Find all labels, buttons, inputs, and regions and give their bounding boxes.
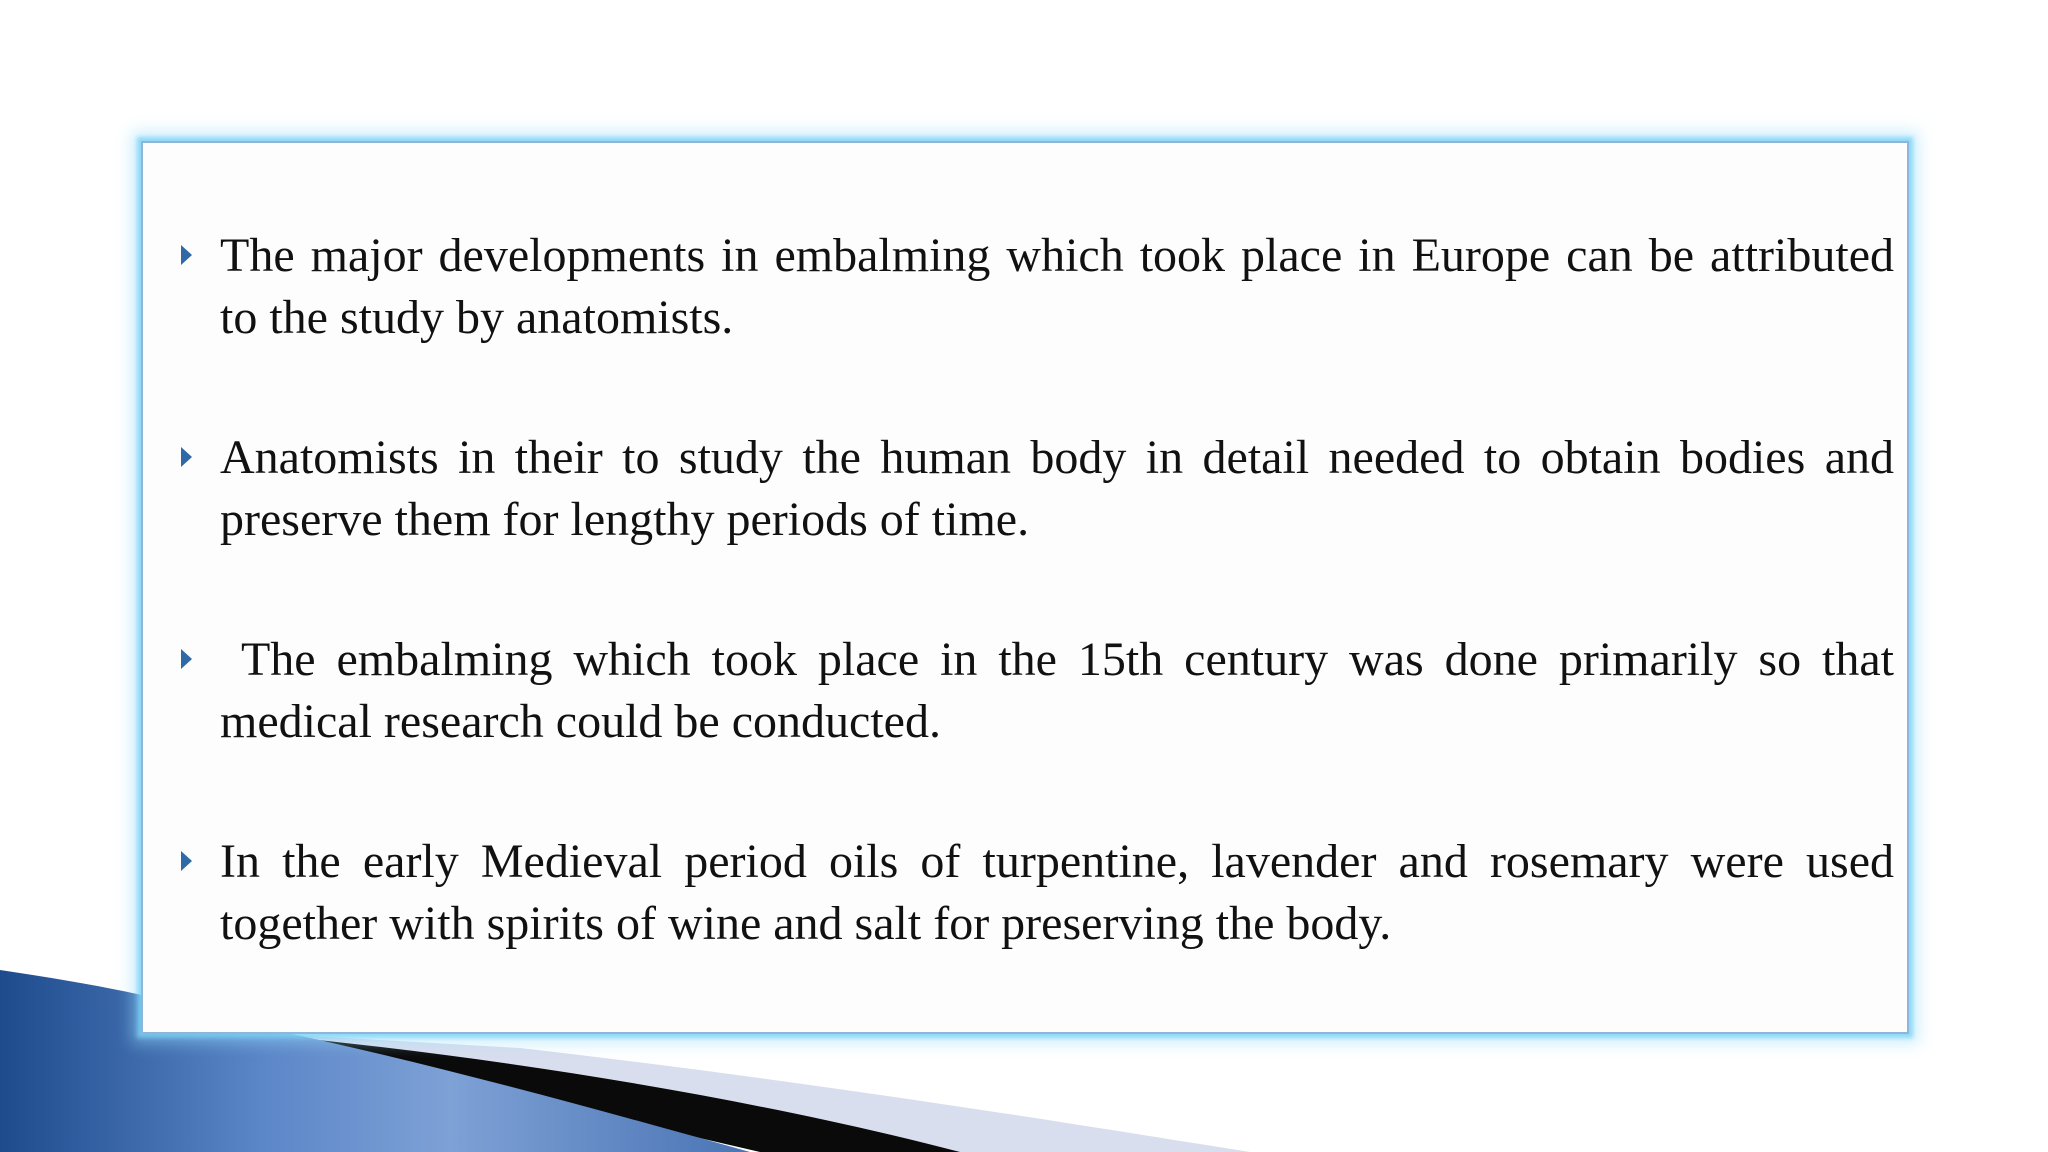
- triangle-bullet-icon: [181, 649, 192, 669]
- bullet-text: The embalming which took place in the 15th century was done primarily so that medical research could be conducted.: [220, 633, 1907, 748]
- bullet-text: In the early Medieval period oils of turpentine, lavender and rosemary were used together with spirits of wine and salt for preserving the body.: [220, 835, 1894, 950]
- triangle-bullet-icon: [181, 851, 192, 871]
- bullet-text: The major developments in embalming which took place in Europe can be attributed to the study by anatomists.: [220, 229, 1894, 344]
- bullet-text: Anatomists in their to study the human body in detail needed to obtain bodies and preserve them for lengthy periods of time.: [220, 431, 1894, 546]
- content-box: [141, 141, 1909, 1034]
- triangle-bullet-icon: [181, 447, 192, 467]
- triangle-bullet-icon: [181, 245, 192, 265]
